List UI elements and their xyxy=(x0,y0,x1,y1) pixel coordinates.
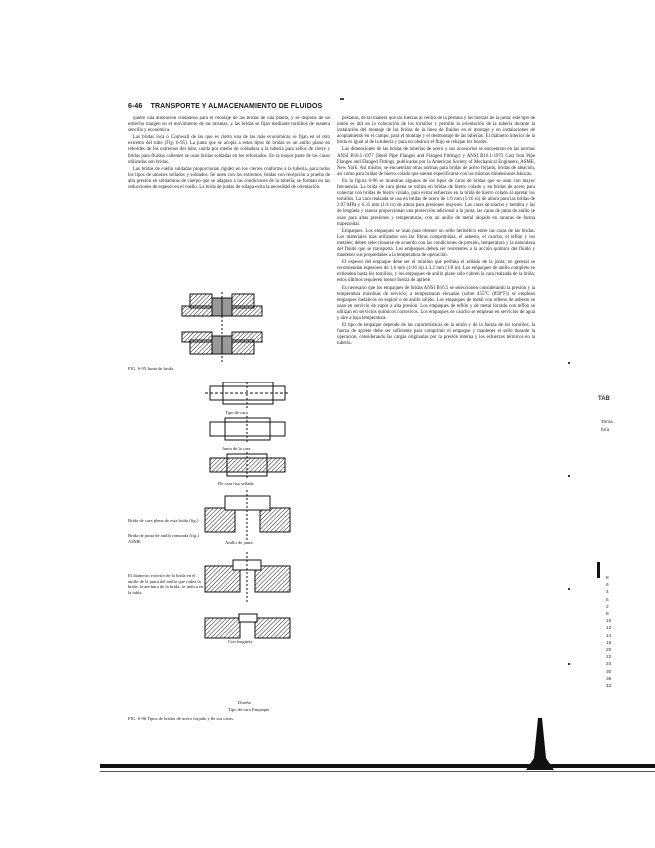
figure-96-label: Diseño xyxy=(238,700,252,705)
side-table-line: bría xyxy=(601,428,610,433)
paragraph: El tipo de empaque depende de las características de la unión y de la fuerza de los tornillos; la fuerza de apriete debe ser suficiente para comprimir el empaque y mantener el sello durante la operación, considerando las cargas originadas por la presión interna y los esfuerzos térmicos en la tubería. xyxy=(337,323,535,347)
side-table-line: Tama xyxy=(601,420,613,425)
paragraph: Las bridas loca o Cornwall de las que es cierto una de las más económicas se fijan en el otro extremo del tubo (Fig. 6-95). La junta que se acopla a estos tipos de bridas es un anillo plano en rebordes de los extremos del tubo, unida por medio de soldadura a la tubería para sellos de cierre y bridas para fluidos calientes se usan bridas soldadas en los reforzados. En la mayor parte de los casos utilizadas son bridas. xyxy=(128,135,330,165)
figure-96-note: Brida de cara plena de esta brida (fig.) xyxy=(128,518,199,523)
figure-95-drawing xyxy=(170,292,290,372)
paragraph: El espesor del empaque debe ser el mínimo que permita el sellado de la junta; en general se recomiendan espesores de 1.6 mm (1/16 in) a 3.2 mm (1/8 in). Los empaques de anillo completo se extienden hasta los tornillos, y los empaques de anillo plano sólo cubren la cara realzada de la brida; estos últimos requieren menor fuerza de apriete. xyxy=(337,260,535,284)
page-edge-rule xyxy=(100,764,655,768)
side-dot xyxy=(568,588,570,590)
side-table-mark: 14 xyxy=(606,633,612,639)
side-table-mark: 42 xyxy=(606,684,612,689)
side-dot xyxy=(568,362,570,364)
side-table-mark: 6 xyxy=(606,583,609,589)
side-table-mark: 2 xyxy=(606,604,609,610)
paragraph: pestañas, de tal manera que las fuerzas al centro de la pestaña y las fuerzas de la junta; este tipo de unión es útil en la colocación de los tornillos y permite la orientación de la tubería durante la instalación del montaje de las bridas de la línea de fluidos en el montaje y en instalaciones de acoplamiento en el campo, para el montaje y el desmontaje de las tuberías. El diámetro interior de la brida es igual al de la tubería y para no obstruir el flujo se rebajan los bordes. xyxy=(337,116,535,146)
paragraph: Las dimensiones de las bridas de tuberías de acero y sus accesorios se encuentran en las normas ANSI B16.5-1977 (Steel Pipe Flanges and Flanged Fittings) y ANSI B16.1-1975 Cast Iron Pipe Flanges and Flanged Fittings, publicadas por la American Society of Mechanical Engineers, ASME, New York. Así mismo, se encuentran otras normas para bridas de acero forjado, bridas de aleación, así como para bridas de hierro colado que suelen especificarse con las mismas dimensiones básicas. xyxy=(337,147,535,177)
side-table-mark: 30 xyxy=(606,669,612,675)
side-table-mark: 8 xyxy=(606,612,609,617)
paragraph: Es necesario que los empaques de bridas ANSI B16.5 se seleccionen considerando la presión y la temperatura máximas de servicio; a temperaturas elevadas (sobre 455°C (850°F)) se emplean empaques metálicos en espiral o de anillo sólido. Los empaques de metal con relleno de asbesto se usan en servicio de vapor a alta presión. Los empaques de teflón y de metal forrado con teflón se utilizan en servicios químicos corrosivos. Los empaques de caucho se emplean en servicios de agua y aire a baja temperatura. xyxy=(337,285,535,321)
binding-shadow xyxy=(520,718,560,770)
side-table-mark: 8 xyxy=(606,576,609,581)
paragraph: En la figura 6-96 se muestran algunos de los tipos de caras de bridas que se usan con mayor frecuencia. La brida de cara plena se utiliza en bridas de hierro colado y en bridas de acero para conectar con bridas de hierro colado, para evitar esfuerzos en la brida de hierro colado al apretar los tornillos. La cara realzada se usa en bridas de acero de 1.6 mm (1/16 in) de altura para las bridas de 2.07 MPa y 6.35 mm (1/4 in) de altura para presiones mayores. Las caras de macho y hembra y las de lengüeta y ranura proporcionan una protección adicional a la junta; las caras de junta de anillo se usan para altas presiones y temperaturas, con un anillo de metal alojado en ranuras de forma trapezoidal. xyxy=(337,178,535,227)
side-bar xyxy=(597,562,600,578)
figure-96-note: El diámetro exterior de la brida en el anillo de la junta del anillo que rodea la brida, la anchura de la brida, se indica en la tabla. xyxy=(128,573,204,595)
figure-96-label: Junta de la cara xyxy=(222,446,251,451)
page-number: 6-46 xyxy=(128,103,143,110)
figure-96-label: Con lengüeta xyxy=(228,639,253,644)
side-table-mark: 24 xyxy=(606,662,612,668)
paragraph: Empaques. Los empaques se usan para obtener un sello hermético entre las caras de las bridas. Los materiales más utilizados son las fibras comprimidas, el asbesto, el caucho, el teflón y los metales; deben seleccionarse de acuerdo con las condiciones de presión, temperatura y la naturaleza del fluido que se transporta. Los empaques deben ser resistentes a la acción química del fluido y mantener sus propiedades a la temperatura de operación. xyxy=(337,228,535,259)
side-table-label: TAB xyxy=(598,396,610,402)
side-table-mark: 5 xyxy=(606,597,609,603)
side-table-mark: 4 xyxy=(606,590,609,596)
side-table-mark: 22 xyxy=(606,655,612,661)
side-table-mark: 10 xyxy=(606,619,612,625)
side-table-mark: 16 xyxy=(606,640,612,646)
page-header xyxy=(128,103,322,110)
figure-95-caption: FIG. 6-95 Junta de brida. xyxy=(128,366,175,371)
figure-96-drawing xyxy=(195,382,300,652)
side-table-mark: 20 xyxy=(606,648,612,653)
page-title: TRANSPORTE Y ALMACENAMIENTO DE FLUIDOS xyxy=(150,103,323,110)
figure-96-label: De cara lisa sellada xyxy=(218,481,254,486)
figure-96-caption: FIG. 6-96 Tipos de bridas de acero forjado y de sus caras. xyxy=(128,716,235,721)
right-column-text xyxy=(337,116,535,763)
figure-96-label: Tipo de cara xyxy=(225,410,248,415)
side-dot xyxy=(568,663,570,665)
paragraph: Las bridas de cuello soldadas proporcionan rigidez en los cierres conforme a la tubería, para todos los tipos de uniones sellados y soldados. Se unen con los extremos, bridas con recepción a prueba de alta presión en soldaduras de cuerpo que se adaptan a las condiciones de la tubería; se forman en las reducciones de espesor en el cuello. La brida de juntas de solapa evita la necesidad de orientación. xyxy=(128,166,330,191)
side-dot xyxy=(568,475,570,477)
figure-96-label: Anillo de junta xyxy=(225,540,253,545)
left-column-text xyxy=(128,116,330,228)
side-table-mark: 36 xyxy=(606,676,612,682)
paragraph: quiere una alineación cuidadosa para el montaje de las bridas de una planta, y se dispone de un estrecho margen en el movimiento de las mismas, y las bridas se fijan mediante tornillos de manera sencilla y económica. xyxy=(128,116,330,134)
figure-96-label: Tipo de cara Empaque xyxy=(228,707,270,712)
mark-dot xyxy=(340,98,344,100)
figure-96-note: Brida de junta de anillo ranurada (fig.) ASME xyxy=(128,533,199,544)
side-table-mark: 12 xyxy=(606,626,612,632)
page-edge-rule-thin xyxy=(100,771,655,772)
